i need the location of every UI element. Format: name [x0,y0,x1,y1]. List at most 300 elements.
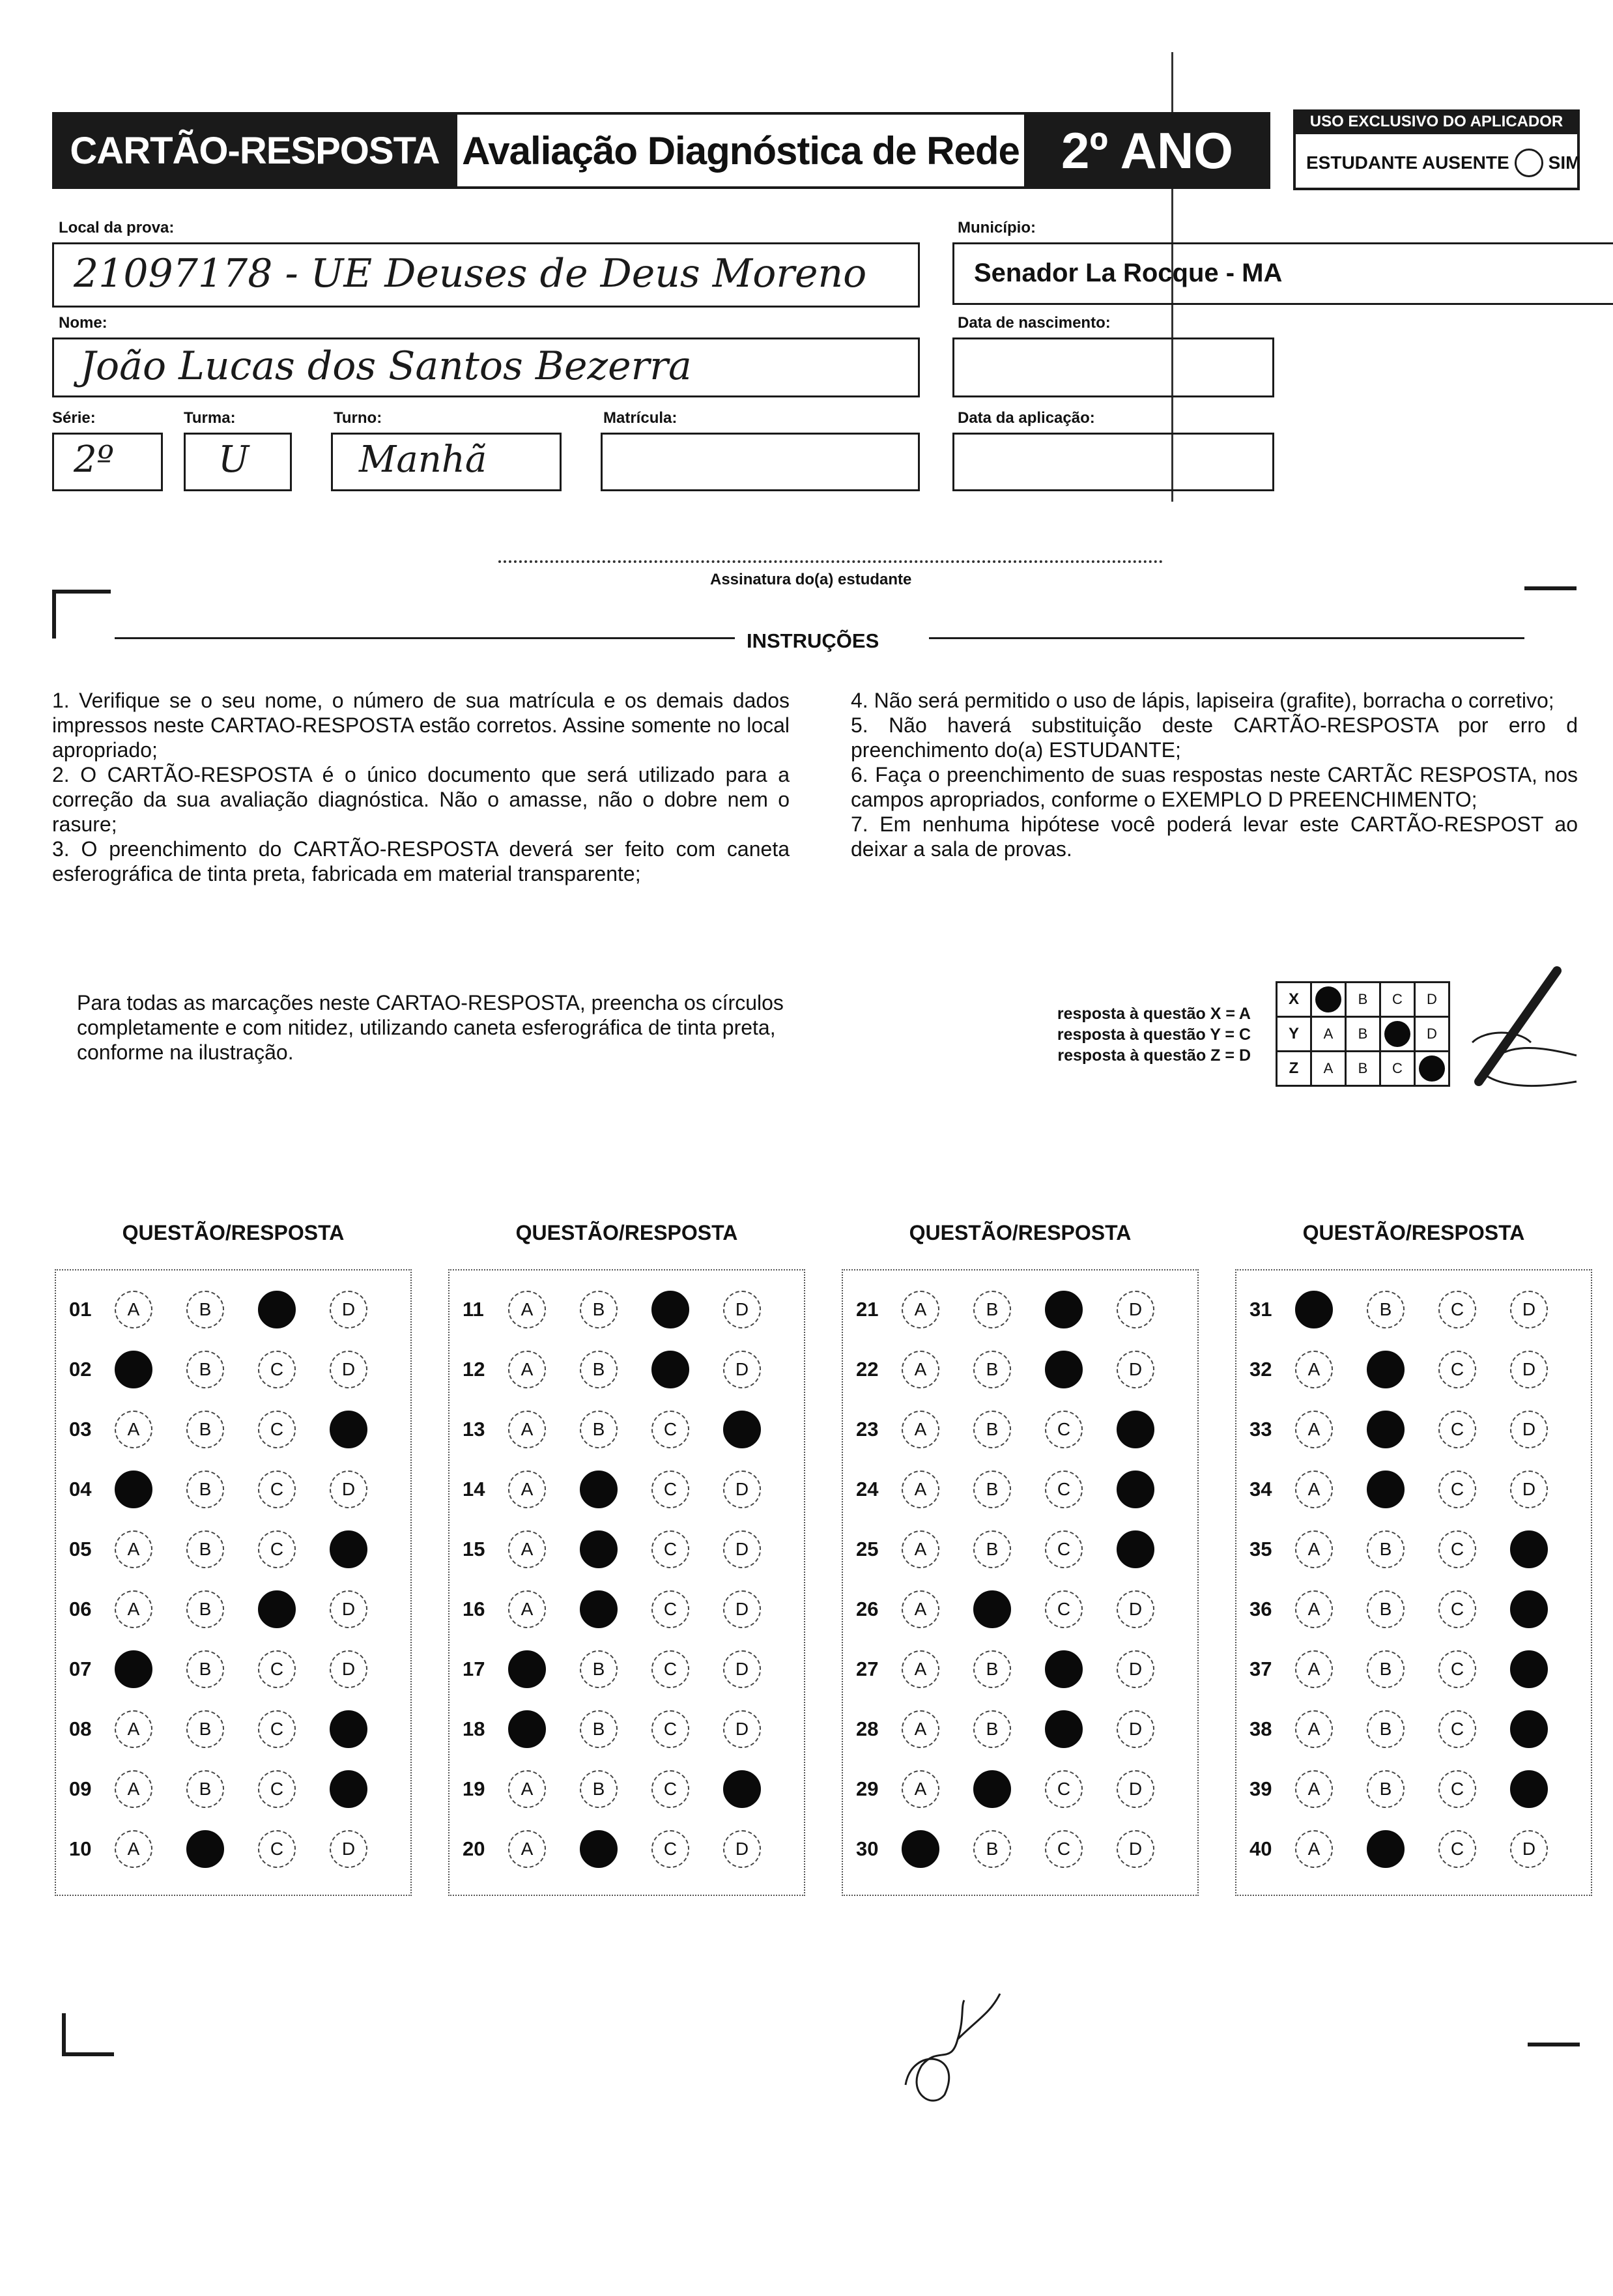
answer-bubble[interactable]: A [115,1411,152,1448]
answer-row [69,1830,401,1869]
filled-bubble[interactable] [973,1590,1011,1628]
question-number: 15 [463,1538,485,1560]
answer-row [1249,1710,1582,1749]
answer-row [1249,1290,1582,1329]
nascimento-field[interactable] [952,337,1274,397]
answer-bubble[interactable]: B [186,1351,224,1388]
filled-bubble[interactable] [508,1710,546,1748]
question-number: 22 [856,1358,879,1381]
answer-row [463,1290,795,1329]
answer-row [69,1290,401,1329]
answer-bubble[interactable]: B [1367,1530,1405,1568]
question-number: 05 [69,1538,92,1560]
example-option: D [1415,1017,1449,1052]
question-number: 36 [1249,1598,1272,1620]
instruction-item: 3. O preenchimento do CARTÃO-RESPOSTA deverá ser feito com caneta esferográfica de tinta preta, fabricada em material transparente; [52,837,790,885]
answer-bubble[interactable]: C [651,1770,689,1808]
filled-bubble [1419,1055,1445,1082]
answer-row [463,1530,795,1569]
answer-row [1249,1830,1582,1869]
answer-bubble[interactable]: C [651,1530,689,1568]
answer-bubble[interactable]: D [723,1590,761,1628]
instructions-rule-left [115,637,735,639]
answer-bubble[interactable]: D [330,1590,367,1628]
answer-row [856,1470,1188,1509]
answer-row [69,1530,401,1569]
answer-section-title: QUESTÃO/RESPOSTA [122,1221,345,1244]
answer-row [69,1470,401,1509]
answer-bubble[interactable]: D [723,1710,761,1748]
question-number: 04 [69,1478,92,1500]
answer-bubble[interactable]: D [1117,1710,1154,1748]
answer-bubble[interactable]: C [651,1471,689,1508]
filled-bubble[interactable] [723,1770,761,1808]
filled-bubble[interactable] [1510,1530,1548,1568]
filled-bubble[interactable] [1510,1710,1548,1748]
answer-bubble[interactable]: A [902,1530,939,1568]
answer-bubble[interactable]: D [1510,1471,1548,1508]
answer-bubble[interactable]: B [186,1770,224,1808]
example-option [1311,983,1346,1017]
answer-row [856,1830,1188,1869]
answer-bubble[interactable]: A [1295,1590,1333,1628]
answer-bubble[interactable]: C [1438,1650,1476,1688]
instruction-item: 2. O CARTÃO-RESPOSTA é o único documento que será utilizado para a correção da sua avaliação diagnóstica. Não o amasse, não o dobre nem o rasure; [52,763,790,836]
absent-student-option[interactable] [1306,149,1580,177]
answer-bubble[interactable]: C [258,1411,296,1448]
nome-field[interactable] [52,337,920,397]
answer-bubble[interactable]: B [1367,1291,1405,1328]
answer-bubble[interactable]: C [1438,1710,1476,1748]
turno-field[interactable] [331,433,562,491]
instructions-left [52,688,790,886]
filled-bubble[interactable] [258,1291,296,1328]
answer-row [463,1710,795,1749]
absent-checkbox[interactable] [1515,149,1543,177]
answer-bubble[interactable]: B [580,1351,618,1388]
answer-row [69,1770,401,1809]
answer-bubble[interactable]: B [1367,1710,1405,1748]
question-number: 11 [463,1298,484,1321]
municipio-label: Município: [958,219,1036,237]
answer-bubble[interactable]: B [973,1291,1011,1328]
filled-bubble[interactable] [330,1770,367,1808]
aplicacao-label: Data da aplicação: [958,409,1095,427]
answer-bubble[interactable]: D [330,1291,367,1328]
answer-bubble[interactable]: A [1295,1830,1333,1868]
example-legend-item: resposta à questão Y = C [1057,1026,1251,1044]
answer-bubble[interactable]: B [973,1411,1011,1448]
answer-bubble[interactable]: B [973,1830,1011,1868]
question-number: 18 [463,1717,485,1740]
filled-bubble[interactable] [1117,1411,1154,1448]
example-row [1277,1017,1449,1052]
answer-bubble[interactable]: A [115,1770,152,1808]
question-number: 37 [1249,1657,1272,1680]
signature-line[interactable] [498,560,1163,563]
answer-row [463,1350,795,1389]
corner-mark-bottom-left-h [62,2052,114,2056]
answer-bubble[interactable]: C [258,1650,296,1688]
answer-bubble[interactable]: D [330,1351,367,1388]
answer-bubble[interactable]: A [902,1411,939,1448]
serie-field[interactable] [52,433,163,491]
filled-bubble[interactable] [1367,1351,1405,1388]
answer-bubble[interactable]: C [1438,1351,1476,1388]
filled-bubble[interactable] [508,1650,546,1688]
answer-bubble[interactable]: D [1117,1590,1154,1628]
answer-bubble[interactable]: A [902,1291,939,1328]
answer-bubble[interactable]: A [115,1291,152,1328]
answer-row [856,1350,1188,1389]
answer-bubble[interactable]: A [902,1590,939,1628]
answer-section-title: QUESTÃO/RESPOSTA [515,1221,738,1244]
instruction-item: 4. Não será permitido o uso de lápis, lapiseira (grafite), borracha o corretivo; [851,689,1554,712]
question-number: 31 [1249,1298,1272,1321]
answer-bubble[interactable]: C [651,1411,689,1448]
local-label: Local da prova: [59,219,175,237]
question-number: 02 [69,1358,92,1381]
filled-bubble[interactable] [115,1471,152,1508]
answer-bubble[interactable]: A [508,1830,546,1868]
filled-bubble[interactable] [1367,1411,1405,1448]
exam-subtitle: Avaliação Diagnóstica de Rede [457,112,1024,189]
answer-bubble[interactable]: D [1510,1351,1548,1388]
answer-row [856,1290,1188,1329]
answer-bubble[interactable]: B [973,1471,1011,1508]
filled-bubble[interactable] [1295,1291,1333,1328]
answer-bubble[interactable]: C [1045,1471,1083,1508]
filled-bubble[interactable] [1510,1770,1548,1808]
turma-field[interactable] [184,433,292,491]
answer-bubble[interactable]: D [723,1530,761,1568]
answer-bubble[interactable]: B [1367,1650,1405,1688]
question-number: 03 [69,1418,92,1441]
question-number: 12 [463,1358,485,1381]
matricula-label: Matrícula: [603,409,678,427]
answer-bubble[interactable]: C [1045,1530,1083,1568]
filled-bubble [1315,986,1341,1012]
answer-bubble[interactable]: C [1438,1471,1476,1508]
answer-bubble[interactable]: D [723,1830,761,1868]
answer-bubble[interactable]: D [723,1650,761,1688]
example-row-label: Z [1277,1052,1311,1086]
turma-label: Turma: [184,409,236,427]
answer-bubble[interactable]: A [508,1590,546,1628]
answer-bubble[interactable]: B [580,1770,618,1808]
answer-bubble[interactable]: C [1438,1770,1476,1808]
instruction-item: 6. Faça o preenchimento de suas respostas neste CARTÃC RESPOSTA, nos campos apropriados, conforme o EXEMPLO D PREENCHIMENTO; [851,763,1578,811]
example-option: C [1380,983,1415,1017]
answer-bubble[interactable]: A [508,1530,546,1568]
example-option: B [1346,983,1380,1017]
answer-bubble[interactable]: B [186,1530,224,1568]
answer-row [463,1590,795,1629]
serie-label: Série: [52,409,96,427]
filled-bubble[interactable] [580,1590,618,1628]
answer-bubble[interactable]: A [115,1590,152,1628]
answer-bubble[interactable]: B [580,1411,618,1448]
answer-bubble[interactable]: C [258,1770,296,1808]
answer-bubble[interactable]: D [723,1291,761,1328]
applicator-box-title: USO EXCLUSIVO DO APLICADOR [1293,109,1580,134]
question-number: 07 [69,1657,92,1680]
answer-bubble[interactable]: B [186,1650,224,1688]
answer-bubble[interactable]: D [1510,1411,1548,1448]
example-option: A [1311,1052,1346,1086]
corner-mark-top-left [52,590,111,594]
answer-row [1249,1530,1582,1569]
answer-bubble[interactable]: C [651,1830,689,1868]
filled-bubble[interactable] [1117,1471,1154,1508]
answer-bubble[interactable]: A [1295,1471,1333,1508]
filled-bubble[interactable] [330,1530,367,1568]
answer-bubble[interactable]: C [651,1650,689,1688]
answer-bubble[interactable]: B [973,1351,1011,1388]
question-number: 27 [856,1657,879,1680]
answer-bubble[interactable]: C [258,1471,296,1508]
example-row-label: Y [1277,1017,1311,1052]
answer-bubble[interactable]: B [1367,1770,1405,1808]
answer-bubble[interactable]: A [902,1770,939,1808]
filled-bubble[interactable] [1045,1650,1083,1688]
answer-bubble[interactable]: D [1117,1291,1154,1328]
example-option: D [1415,983,1449,1017]
answer-bubble[interactable]: D [1117,1351,1154,1388]
answer-row [69,1350,401,1389]
question-number: 38 [1249,1717,1272,1740]
answer-row [856,1530,1188,1569]
answer-row [69,1410,401,1449]
answer-bubble[interactable]: B [580,1710,618,1748]
filled-bubble[interactable] [1510,1650,1548,1688]
question-number: 29 [856,1777,879,1800]
answer-bubble[interactable]: B [1367,1590,1405,1628]
answer-bubble[interactable]: B [973,1710,1011,1748]
question-number: 30 [856,1837,879,1860]
answer-bubble[interactable]: C [1438,1830,1476,1868]
answer-row [856,1410,1188,1449]
answer-bubble[interactable]: C [258,1530,296,1568]
filled-bubble [1384,1021,1410,1047]
corner-mark-bottom-left [62,2013,66,2056]
answer-bubble[interactable]: C [1045,1411,1083,1448]
answer-row [69,1650,401,1689]
filled-bubble[interactable] [580,1830,618,1868]
instruction-item: 7. Em nenhuma hipótese você poderá levar este CARTÃO-RESPOST ao deixar a sala de provas. [851,812,1578,861]
answer-bubble[interactable]: B [580,1650,618,1688]
example-legend-item: resposta à questão Z = D [1057,1046,1251,1065]
answer-bubble[interactable]: D [330,1830,367,1868]
filled-bubble[interactable] [258,1590,296,1628]
signature-label: Assinatura do(a) estudante [710,571,912,588]
answer-bubble[interactable]: C [1045,1590,1083,1628]
answer-bubble[interactable]: A [508,1411,546,1448]
answer-bubble[interactable]: C [1438,1530,1476,1568]
answer-bubble[interactable]: A [508,1291,546,1328]
answer-bubble[interactable]: B [186,1590,224,1628]
question-number: 20 [463,1837,485,1860]
question-number: 34 [1249,1478,1272,1500]
answer-bubble[interactable]: B [580,1291,618,1328]
answer-bubble[interactable]: D [1117,1770,1154,1808]
nome-label: Nome: [59,314,107,332]
instructions-right [851,688,1578,861]
pen-hand-icon [1459,958,1583,1101]
filled-bubble[interactable] [902,1830,939,1868]
corner-mark-top-right [1524,586,1577,590]
answer-bubble[interactable]: A [115,1530,152,1568]
answer-bubble[interactable]: D [1117,1650,1154,1688]
answer-bubble[interactable]: B [186,1291,224,1328]
answer-bubble[interactable]: A [1295,1411,1333,1448]
answer-bubble[interactable]: A [1295,1770,1333,1808]
answer-bubble[interactable]: D [1510,1830,1548,1868]
answer-bubble[interactable]: A [902,1710,939,1748]
answer-bubble[interactable]: C [1045,1830,1083,1868]
absent-label: ESTUDANTE AUSENTE [1306,152,1509,173]
instructions-rule-right [929,637,1524,639]
question-number: 25 [856,1538,879,1560]
answer-bubble[interactable]: C [651,1710,689,1748]
question-number: 32 [1249,1358,1272,1381]
answer-row [463,1770,795,1809]
question-number: 35 [1249,1538,1272,1560]
answer-bubble[interactable]: C [258,1830,296,1868]
answer-row [1249,1590,1582,1629]
question-number: 08 [69,1717,92,1740]
answer-bubble[interactable]: C [258,1351,296,1388]
filled-bubble[interactable] [1045,1351,1083,1388]
turma-value: U [218,438,250,481]
applicator-signature [892,1981,1023,2111]
question-number: 06 [69,1598,92,1620]
turno-value: Manhã [359,438,487,481]
answer-section-title: QUESTÃO/RESPOSTA [909,1221,1132,1244]
example-row [1277,1052,1449,1086]
answer-bubble[interactable]: D [723,1351,761,1388]
answer-bubble[interactable]: A [508,1770,546,1808]
answer-bubble[interactable]: D [1117,1830,1154,1868]
answer-bubble[interactable]: C [1438,1411,1476,1448]
answer-row [856,1770,1188,1809]
filled-bubble[interactable] [115,1650,152,1688]
question-number: 39 [1249,1777,1272,1800]
filled-bubble[interactable] [651,1351,689,1388]
filled-bubble[interactable] [1367,1471,1405,1508]
question-number: 40 [1249,1837,1272,1860]
answer-row [856,1650,1188,1689]
question-number: 28 [856,1717,879,1740]
answer-bubble[interactable]: A [1295,1530,1333,1568]
answer-bubble[interactable]: A [1295,1650,1333,1688]
filled-bubble[interactable] [1510,1590,1548,1628]
answer-row [1249,1650,1582,1689]
card-title: CARTÃO-RESPOSTA [52,112,457,189]
answer-bubble[interactable]: B [973,1650,1011,1688]
filled-bubble[interactable] [651,1291,689,1328]
answer-row [1249,1770,1582,1809]
filled-bubble[interactable] [1367,1830,1405,1868]
answer-bubble[interactable]: A [902,1471,939,1508]
question-number: 09 [69,1777,92,1800]
example-legend-item: resposta à questão X = A [1057,1005,1251,1023]
local-field[interactable] [52,242,920,308]
answer-bubble[interactable]: C [1438,1291,1476,1328]
example-legend [1024,1003,1251,1066]
example-option [1380,1017,1415,1052]
filled-bubble[interactable] [580,1530,618,1568]
answer-bubble[interactable]: A [115,1830,152,1868]
matricula-field[interactable] [601,433,920,491]
answer-bubble[interactable]: C [1438,1590,1476,1628]
filled-bubble[interactable] [723,1411,761,1448]
example-option: A [1311,1017,1346,1052]
question-number: 19 [463,1777,485,1800]
answer-bubble[interactable]: A [1295,1710,1333,1748]
answer-bubble[interactable]: C [651,1590,689,1628]
municipio-field [952,242,1613,305]
question-number: 24 [856,1478,879,1500]
question-number: 33 [1249,1418,1272,1441]
example-option: C [1380,1052,1415,1086]
answer-section-title: QUESTÃO/RESPOSTA [1302,1221,1525,1244]
question-number: 23 [856,1418,879,1441]
answer-bubble[interactable]: B [186,1471,224,1508]
answer-bubble[interactable]: B [973,1530,1011,1568]
turno-label: Turno: [334,409,382,427]
instruction-item: 5. Não haverá substituição deste CARTÃO-RESPOSTA por erro d preenchimento do(a) ESTUDANTE; [851,713,1578,762]
filled-bubble[interactable] [1045,1710,1083,1748]
answer-bubble[interactable]: A [1295,1351,1333,1388]
answer-bubble[interactable]: A [508,1351,546,1388]
answer-bubble[interactable]: C [258,1710,296,1748]
answer-bubble[interactable]: A [902,1351,939,1388]
answer-row [1249,1470,1582,1509]
instruction-item: 1. Verifique se o seu nome, o número de sua matrícula e os demais dados impressos neste CARTAO-RESPOSTA estão corretos. Assine somente no local apropriado; [52,689,790,762]
corner-mark-top-left-v [52,590,56,639]
filled-bubble[interactable] [1045,1291,1083,1328]
answer-row [463,1470,795,1509]
question-number: 10 [69,1837,92,1860]
filled-bubble[interactable] [330,1411,367,1448]
question-number: 14 [463,1478,485,1500]
answer-bubble[interactable]: C [1045,1770,1083,1808]
filled-bubble[interactable] [330,1710,367,1748]
answer-bubble[interactable]: A [508,1471,546,1508]
answer-row [463,1410,795,1449]
answer-bubble[interactable]: A [115,1710,152,1748]
answer-row [69,1710,401,1749]
answer-bubble[interactable]: D [330,1471,367,1508]
answer-bubble[interactable]: D [330,1650,367,1688]
filled-bubble[interactable] [973,1770,1011,1808]
filled-bubble[interactable] [186,1830,224,1868]
answer-bubble[interactable]: D [1510,1291,1548,1328]
answer-bubble[interactable]: B [186,1710,224,1748]
nascimento-label: Data de nascimento: [958,314,1111,332]
answer-bubble[interactable]: D [723,1471,761,1508]
filled-bubble[interactable] [1117,1530,1154,1568]
grade-badge: 2º ANO [1024,112,1270,189]
question-number: 26 [856,1598,879,1620]
question-number: 01 [69,1298,92,1321]
filled-bubble[interactable] [580,1471,618,1508]
answer-bubble[interactable]: A [902,1650,939,1688]
answer-bubble[interactable]: B [186,1411,224,1448]
filled-bubble[interactable] [115,1351,152,1388]
aplicacao-field[interactable] [952,433,1274,491]
